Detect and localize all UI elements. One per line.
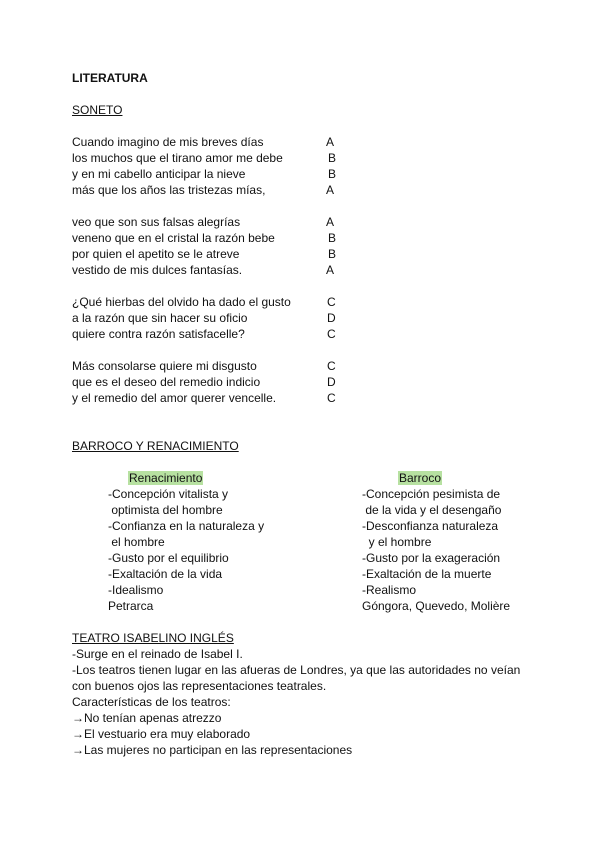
teatro-line: Características de los teatros: — [72, 695, 231, 709]
verse-line: los muchos que el tirano amor me debe — [72, 151, 283, 165]
rhyme-letter: C — [327, 359, 336, 373]
barroco-item: -Gusto por la exageración — [362, 551, 501, 565]
verse-line: vestido de mis dulces fantasías. — [72, 263, 243, 277]
verse-line: que es el deseo del remedio indicio — [72, 375, 261, 389]
teatro-heading: TEATRO ISABELINO INGLÉS — [72, 631, 234, 645]
rhyme-letter: C — [327, 327, 336, 341]
rhyme-letter: C — [327, 295, 336, 309]
rhyme-letter: A — [326, 135, 335, 149]
renacimiento-item: -Idealismo — [108, 583, 164, 597]
teatro-line: →Las mujeres no participan en las representaciones — [72, 743, 353, 757]
rhyme-letter: D — [327, 375, 336, 389]
renacimiento-item: -Exaltación de la vida — [108, 567, 223, 581]
rhyme-letter: B — [328, 151, 337, 165]
verse-line: Cuando imagino de mis breves días — [72, 135, 264, 149]
rhyme-letter: A — [326, 215, 335, 229]
rhyme-letter: B — [328, 167, 337, 181]
teatro-line: con buenos ojos las representaciones teatrales. — [72, 679, 327, 693]
verse-line: veo que son sus falsas alegrías — [72, 215, 241, 229]
rhyme-letter: A — [326, 183, 335, 197]
verse-line: más que los años las tristezas mías, — [72, 183, 266, 197]
teatro-line: -Los teatros tienen lugar en las afueras de Londres, ya que las autoridades no veían — [72, 663, 521, 677]
verse-line: a la razón que sin hacer su oficio — [72, 311, 248, 325]
teatro-line: →No tenían apenas atrezzo — [72, 711, 222, 725]
verse-line: ¿Qué hierbas del olvido ha dado el gusto — [72, 295, 291, 309]
barroco-item: -Concepción pesimista de — [362, 487, 501, 501]
barroco-item: -Realismo — [362, 583, 417, 597]
verse-line: y en mi cabello anticipar la nieve — [72, 167, 246, 181]
renacimiento-item: -Gusto por el equilibrio — [108, 551, 229, 565]
rhyme-letter: B — [328, 231, 337, 245]
renacimiento-item: -Concepción vitalista y — [108, 487, 229, 501]
verse-line: veneno que en el cristal la razón bebe — [72, 231, 275, 245]
renacimiento-header: Renacimiento — [129, 471, 203, 485]
verse-line: por quien el apetito se le atreve — [72, 247, 240, 261]
teatro-line: →El vestuario era muy elaborado — [72, 727, 251, 741]
soneto-heading: SONETO — [72, 103, 123, 117]
page-title: LITERATURA — [72, 71, 148, 85]
rhyme-letter: D — [327, 311, 336, 325]
renacimiento-item: el hombre — [108, 535, 165, 549]
renacimiento-item: -Confianza en la naturaleza y — [108, 519, 265, 533]
renacimiento-item: optimista del hombre — [108, 503, 223, 517]
barroco-header: Barroco — [399, 471, 442, 485]
barroco-item: de la vida y el desengaño — [362, 503, 502, 517]
rhyme-letter: C — [327, 391, 336, 405]
teatro-line: -Surge en el reinado de Isabel I. — [72, 647, 243, 661]
barroco-item: y el hombre — [362, 535, 432, 549]
verse-line: Más consolarse quiere mi disgusto — [72, 359, 257, 373]
renacimiento-item: Petrarca — [108, 599, 154, 613]
verse-line: quiere contra razón satisfacelle? — [72, 327, 245, 341]
barroco-renacimiento-heading: BARROCO Y RENACIMIENTO — [72, 439, 239, 453]
verse-line: y el remedio del amor querer vencelle. — [72, 391, 277, 405]
barroco-item: -Exaltación de la muerte — [362, 567, 492, 581]
rhyme-letter: A — [326, 263, 335, 277]
barroco-item: Góngora, Quevedo, Molière — [362, 599, 511, 613]
rhyme-letter: B — [328, 247, 337, 261]
barroco-item: -Desconfianza naturaleza — [362, 519, 499, 533]
